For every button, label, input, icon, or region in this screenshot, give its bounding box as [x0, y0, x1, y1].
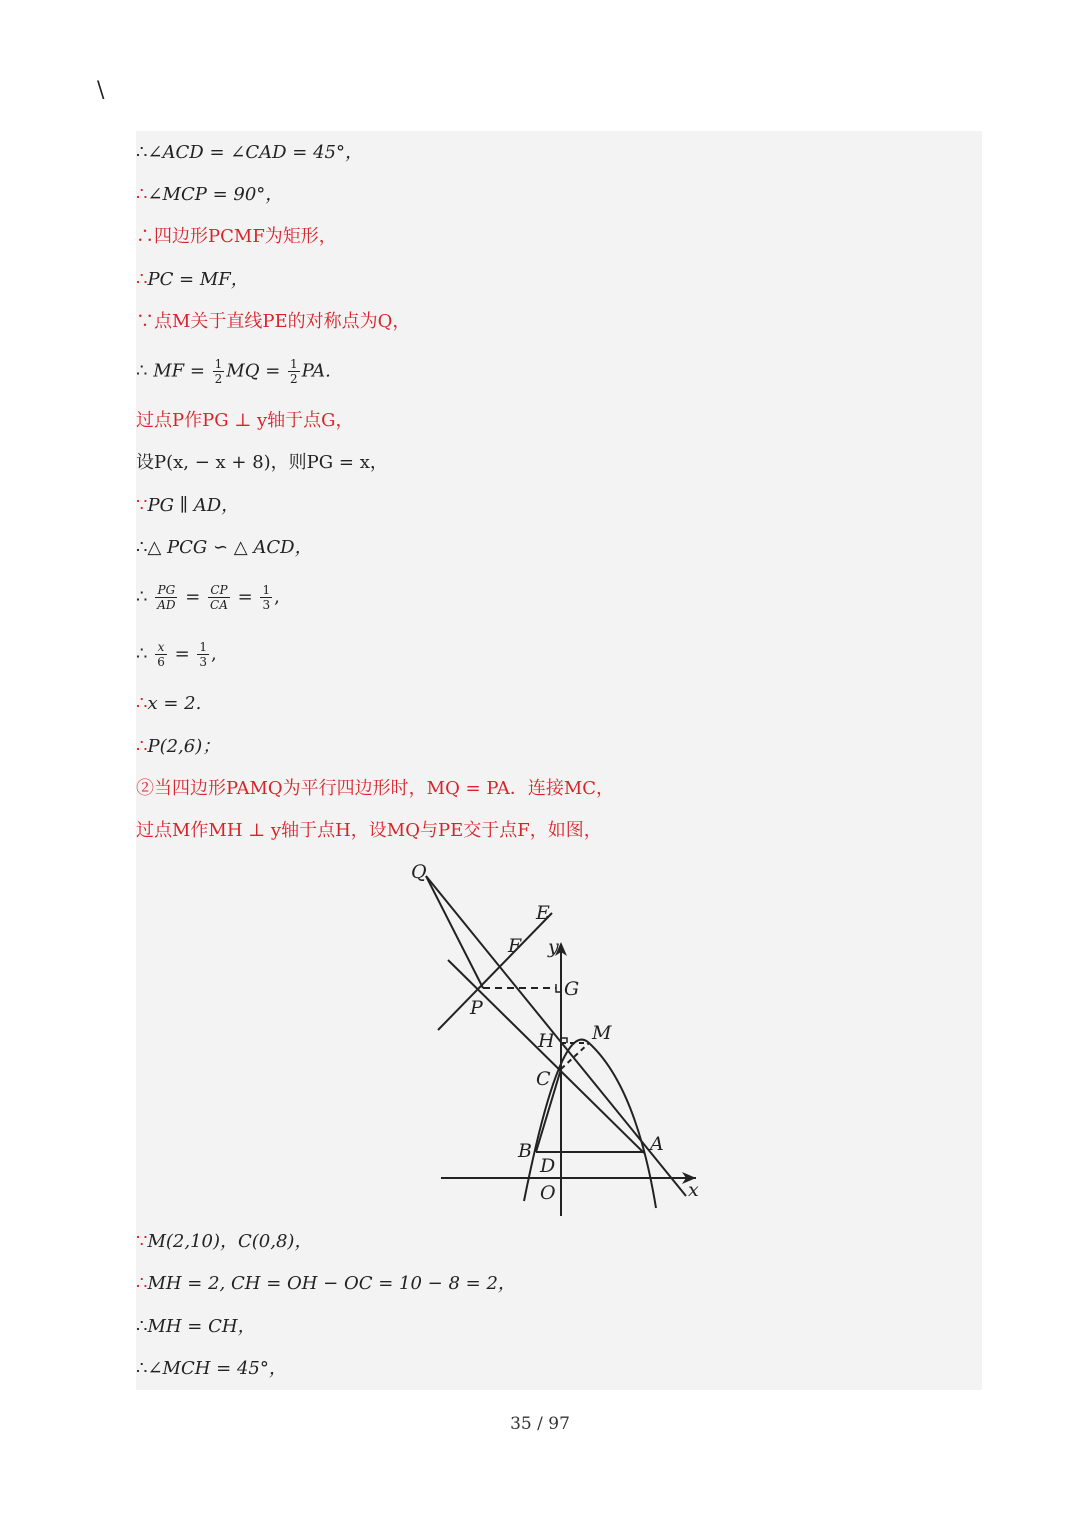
line-8: 设P(x, − x + 8)，则PG = x， — [136, 452, 388, 473]
label-x: x — [688, 1179, 699, 1201]
line-11: ∴ $\frac{PG}{AD}$ = $\frac{CP}{CA}$ = $\frac{1}{3}$ , — [136, 583, 280, 612]
line-5: ∵点M关于直线PE的对称点为Q， — [136, 311, 411, 332]
label-d: D — [540, 1155, 556, 1177]
label-h: H — [538, 1030, 555, 1052]
label-c: C — [536, 1068, 551, 1090]
line-18: ∴MH = 2, CH = OH − OC = 10 − 8 = 2， — [136, 1273, 516, 1294]
line-qp — [426, 876, 483, 988]
line-1: ∴∠ACD = ∠CAD = 45°， — [136, 142, 363, 163]
label-y: y — [548, 936, 559, 958]
line-10: ∴△ PCG ∽ △ ACD， — [136, 537, 313, 558]
line-20: ∴∠MCH = 45°， — [136, 1358, 287, 1379]
line-qa — [426, 876, 686, 1196]
label-g: G — [564, 978, 580, 1000]
corner-mark: \ — [97, 78, 105, 103]
line-pe — [438, 913, 552, 1030]
solution-panel — [136, 131, 982, 1390]
fraction-one-third: $\frac{1}{3}$ — [262, 583, 271, 612]
fraction-half-2: $\frac{1}{2}$ — [290, 357, 298, 386]
label-b: B — [518, 1140, 532, 1162]
fraction-pg-ad: $\frac{PG}{AD}$ — [157, 583, 176, 612]
line-2: ∴∠MCP = 90°， — [136, 184, 284, 205]
label-e: E — [536, 902, 550, 924]
fraction-x-6: $\frac{x}{6}$ — [157, 640, 165, 669]
line-9: ∵PG ∥ AD， — [136, 495, 240, 516]
line-16: 过点M作MH ⊥ y轴于点H，设MQ与PE交于点F，如图， — [136, 820, 602, 841]
line-15: ②当四边形PAMQ为平行四边形时，MQ = PA．连接MC， — [136, 778, 615, 799]
fraction-cp-ca: $\frac{CP}{CA}$ — [210, 583, 228, 612]
line-14: ∴P(2,6)； — [136, 736, 221, 757]
label-m: M — [592, 1022, 612, 1044]
line-17: ∵M(2,10)，C(0,8)， — [136, 1231, 313, 1252]
fraction-half-1: $\frac{1}{2}$ — [214, 357, 223, 386]
label-a: A — [650, 1133, 664, 1155]
line-12: ∴ $\frac{x}{6}$ = $\frac{1}{3}$ , — [136, 640, 217, 669]
line-7: 过点P作PG ⊥ y轴于点G， — [136, 410, 354, 431]
label-p: P — [470, 997, 483, 1019]
page-number: 35 / 97 — [510, 1414, 570, 1434]
line-6: ∴ MF = $\frac{1}{2}$ MQ = $\frac{1}{2}$ PA. — [136, 357, 331, 386]
label-q: Q — [411, 861, 427, 883]
label-f: F — [508, 935, 522, 957]
label-o: O — [540, 1182, 556, 1204]
geometry-figure — [406, 856, 846, 1226]
line-4: ∴PC = MF， — [136, 269, 249, 290]
fraction-one-third-b: $\frac{1}{3}$ — [199, 640, 208, 669]
line-13: ∴x = 2. — [136, 693, 202, 714]
line-19: ∴MH = CH， — [136, 1316, 256, 1337]
line-3: ∴四边形PCMF为矩形， — [136, 226, 337, 247]
